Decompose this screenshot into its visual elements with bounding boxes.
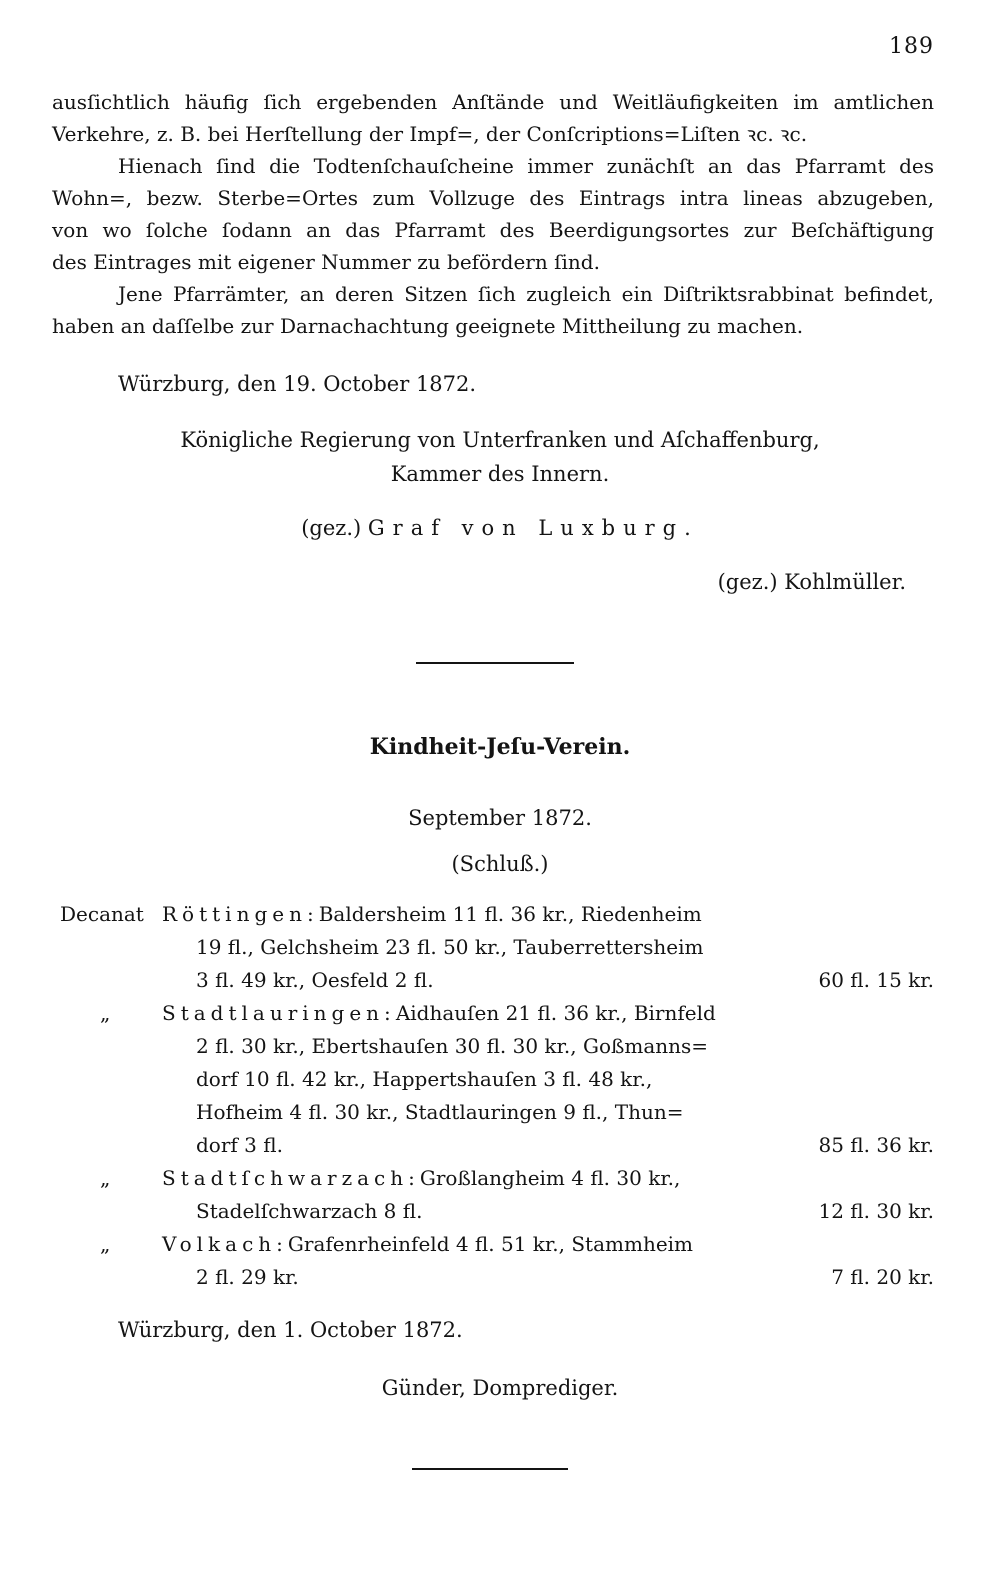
report-signature: Günder, Domprediger. xyxy=(381,1376,619,1400)
paragraph-2-line-1: Hienach ſind die Todtenſchauſcheine immer zunächſt an das Pfarramt des xyxy=(118,154,934,178)
list-item xyxy=(60,1228,934,1294)
entry-line: Grafenrheinfeld 4 fl. 51 kr., Stammheim xyxy=(287,1232,694,1256)
report-note: (Schluß.) xyxy=(451,852,549,876)
page-number: 189 xyxy=(889,34,934,59)
list-item xyxy=(60,997,934,1162)
entry-place: Stadtſchwarzach: xyxy=(162,1166,420,1190)
report-month: September 1872. xyxy=(408,806,592,830)
paragraph-2-line-2: Wohn=, bezw. Sterbe=Ortes zum Vollzuge des Eintrags intra lineas abzugeben, xyxy=(52,186,934,210)
entry-line: 2 fl. 29 kr. xyxy=(196,1265,299,1289)
entry-total: 7 fl. 20 kr. xyxy=(831,1265,934,1289)
paragraph-1-line-1: ausſichtlich häufig ſich ergebenden Anſtände und Weitläufigkeiten im amtlichen xyxy=(52,90,934,114)
entry-line: 2 fl. 30 kr., Ebertshauſen 30 fl. 30 kr., Goßmanns= xyxy=(196,1034,709,1058)
notice-dateline: Würzburg, den 19. October 1872. xyxy=(118,372,477,396)
section-divider xyxy=(416,662,574,664)
authority-line-2: Kammer des Innern. xyxy=(390,462,610,486)
entry-line: Hofheim 4 fl. 30 kr., Stadtlauringen 9 fl., Thun= xyxy=(196,1100,684,1124)
entry-body xyxy=(162,997,740,1162)
closing-divider xyxy=(412,1468,568,1470)
report-dateline: Würzburg, den 1. October 1872. xyxy=(118,1318,463,1342)
entry-line: Stadelſchwarzach 8 fl. xyxy=(196,1199,423,1223)
paragraph-1-line-2: Verkehre, z. B. bei Herſtellung der Impf=, der Conſcriptions=Liſten ꝛc. ꝛc. xyxy=(52,122,808,146)
entry-body xyxy=(162,898,740,997)
entry-lead: „ xyxy=(100,1001,111,1025)
entry-total: 60 fl. 15 kr. xyxy=(818,968,934,992)
entry-place: Volkach: xyxy=(162,1232,288,1256)
signature-prefix: (gez.) xyxy=(301,516,362,540)
entry-lead: „ xyxy=(100,1166,111,1190)
authority-line-1: Königliche Regierung von Unterfranken und Aſchaffenburg, xyxy=(180,428,820,452)
entry-line: Baldersheim 11 fl. 36 kr., Riedenheim xyxy=(318,902,702,926)
report-title: Kindheit-Jeſu-Verein. xyxy=(369,734,631,760)
cosignature: (gez.) Kohlmüller. xyxy=(717,570,906,594)
notice-text xyxy=(52,86,934,342)
paragraph-3-line-1: Jene Pfarrämter, an deren Sitzen ſich zugleich ein Diſtriktsrabbinat befindet, xyxy=(118,282,934,306)
entry-line: 19 fl., Gelchsheim 23 fl. 50 kr., Tauberrettersheim xyxy=(196,935,704,959)
entry-total: 12 fl. 30 kr. xyxy=(818,1199,934,1223)
entry-body xyxy=(162,1228,740,1294)
entry-total: 85 fl. 36 kr. xyxy=(818,1133,934,1157)
entry-lead: „ xyxy=(100,1232,111,1256)
entry-line: Großlangheim 4 fl. 30 kr., xyxy=(419,1166,681,1190)
entry-line: 3 fl. 49 kr., Oesfeld 2 fl. xyxy=(196,968,434,992)
paragraph-3-line-2: haben an daſſelbe zur Darnachachtung geeignete Mittheilung zu machen. xyxy=(52,314,804,338)
entry-lead: Decanat xyxy=(60,902,144,926)
list-item xyxy=(60,1162,934,1228)
entry-place: Stadtlauringen: xyxy=(162,1001,396,1025)
signature-luxburg xyxy=(0,516,1000,540)
signature-name: Graf von Luxburg. xyxy=(367,516,699,540)
entry-line: Aidhauſen 21 fl. 36 kr., Birnfeld xyxy=(395,1001,716,1025)
entry-line: dorf 10 fl. 42 kr., Happertshauſen 3 fl. 48 kr., xyxy=(196,1067,653,1091)
entry-body xyxy=(162,1162,740,1228)
paragraph-2-line-3: von wo ſolche ſodann an das Pfarramt des Beerdigungsortes zur Beſchäftigung xyxy=(52,218,934,242)
list-item xyxy=(60,898,934,997)
donation-list xyxy=(60,898,934,1294)
entry-line: dorf 3 fl. xyxy=(196,1133,283,1157)
entry-place: Röttingen: xyxy=(162,902,319,926)
paragraph-2-line-4: des Eintrages mit eigener Nummer zu befördern ſind. xyxy=(52,250,600,274)
